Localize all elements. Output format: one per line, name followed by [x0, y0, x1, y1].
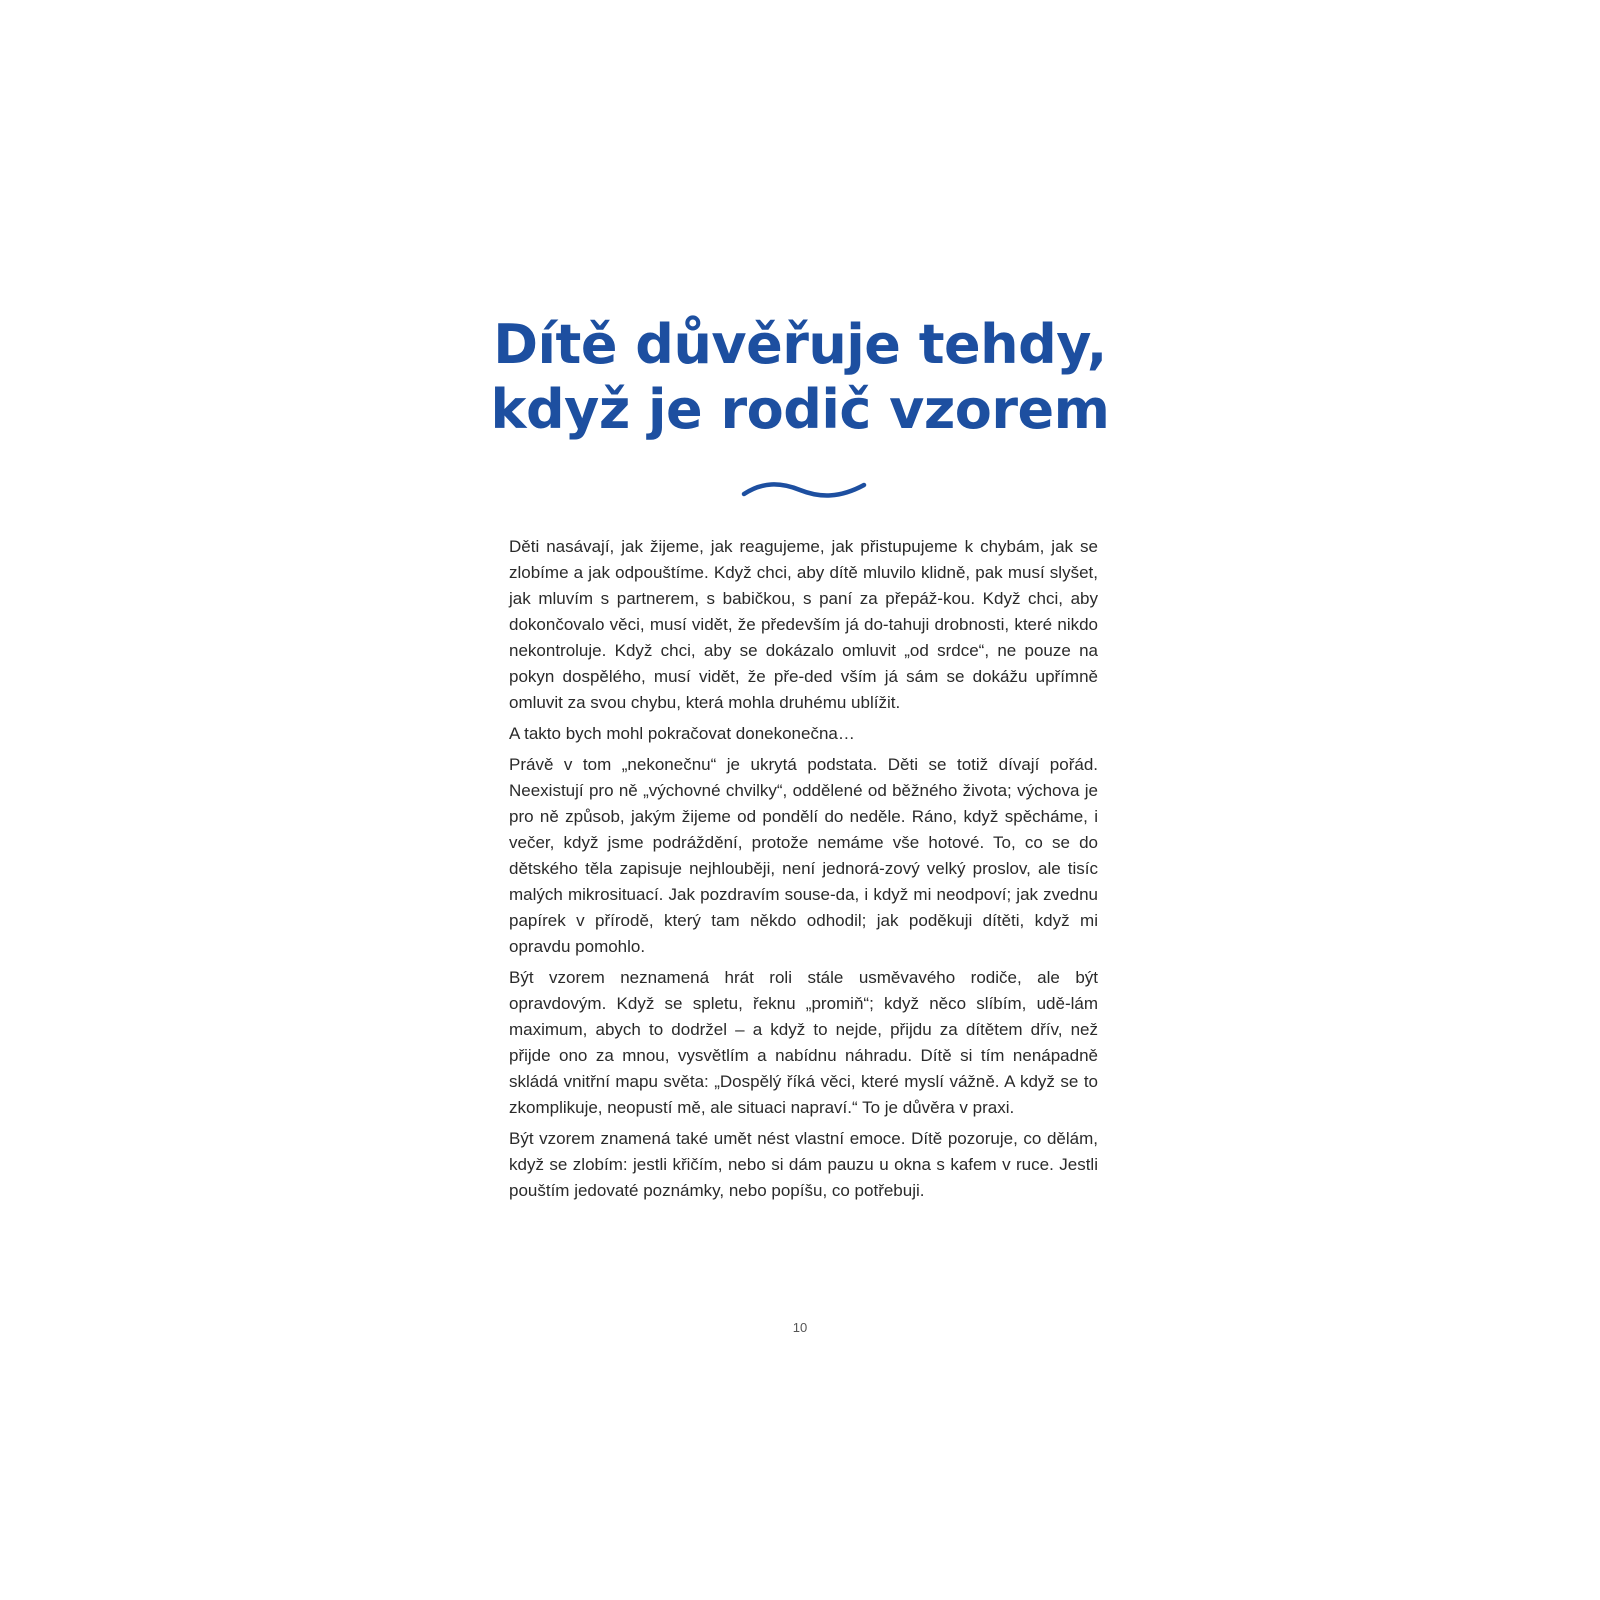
- chapter-title-line-2: když je rodič vzorem: [490, 378, 1110, 441]
- body-text: [509, 534, 1098, 1209]
- paragraph-1: Děti nasávají, jak žijeme, jak reagujeme, jak přistupujeme k chybám, jak se zlobíme a jak odpouštíme. Když chci, aby dítě mluvilo klidně, pak musí slyšet, jak mluvím s partnerem, s babičkou, s paní za přepáž-kou. Když chci, aby dokončovalo věci, musí vidět, že především já do-tahuji drobnosti, které nikdo nekontroluje. Když chci, aby se dokázalo omluvit „od srdce“, ne pouze na pokyn dospělého, musí vidět, že pře-ded vším já sám se dokážu upřímně omluvit za svou chybu, která mohla druhému ublížit.: [509, 537, 1098, 712]
- paragraph-3: Právě v tom „nekonečnu“ je ukrytá podstata. Děti se totiž dívají pořád. Neexistují pro ně „výchovné chvilky“, oddělené od běžného života; výchova je pro ně způsob, jakým žijeme od pondělí do neděle. Ráno, když spěcháme, i večer, když jsme podráždění, protože nemáme vše hotové. To, co se do dětského těla zapisuje nejhlouběji, není jednorá-zový velký proslov, ale tisíc malých mikrosituací. Jak pozdravím souse-da, i když mi neodpoví; jak zvednu papírek v přírodě, který tam někdo odhodil; jak poděkuji dítěti, když mi opravdu pomohlo.: [509, 755, 1098, 956]
- paragraph-5: Být vzorem znamená také umět nést vlastní emoce. Dítě pozoruje, co dělám, když se zlobím: jestli křičím, nebo si dám pauzu u okna s kafem v ruce. Jestli pouštím jedovaté poznámky, nebo popíšu, co potřebuji.: [509, 1129, 1098, 1200]
- paragraph-4: Být vzorem neznamená hrát roli stále usměvavého rodiče, ale být opravdovým. Když se spletu, řeknu „promiň“; když něco slíbím, udě-lám maximum, abych to dodržel – a když to nejde, přijdu za dítětem dřív, než přijde ono za mnou, vysvětlím a nabídnu náhradu. Dítě si tím nenápadně skládá vnitřní mapu světa: „Dospělý říká věci, které myslí vážně. A když se to zkomplikuje, neopustí mě, ale situaci napraví.“ To je důvěra v praxi.: [509, 968, 1098, 1117]
- paragraph-2: A takto bych mohl pokračovat donekonečna…: [509, 724, 855, 743]
- wave-ornament-icon: [740, 476, 868, 504]
- chapter-title-line-1: Dítě důvěřuje tehdy,: [493, 313, 1107, 376]
- page-number: 10: [792, 1320, 808, 1335]
- chapter-title: [480, 312, 1120, 442]
